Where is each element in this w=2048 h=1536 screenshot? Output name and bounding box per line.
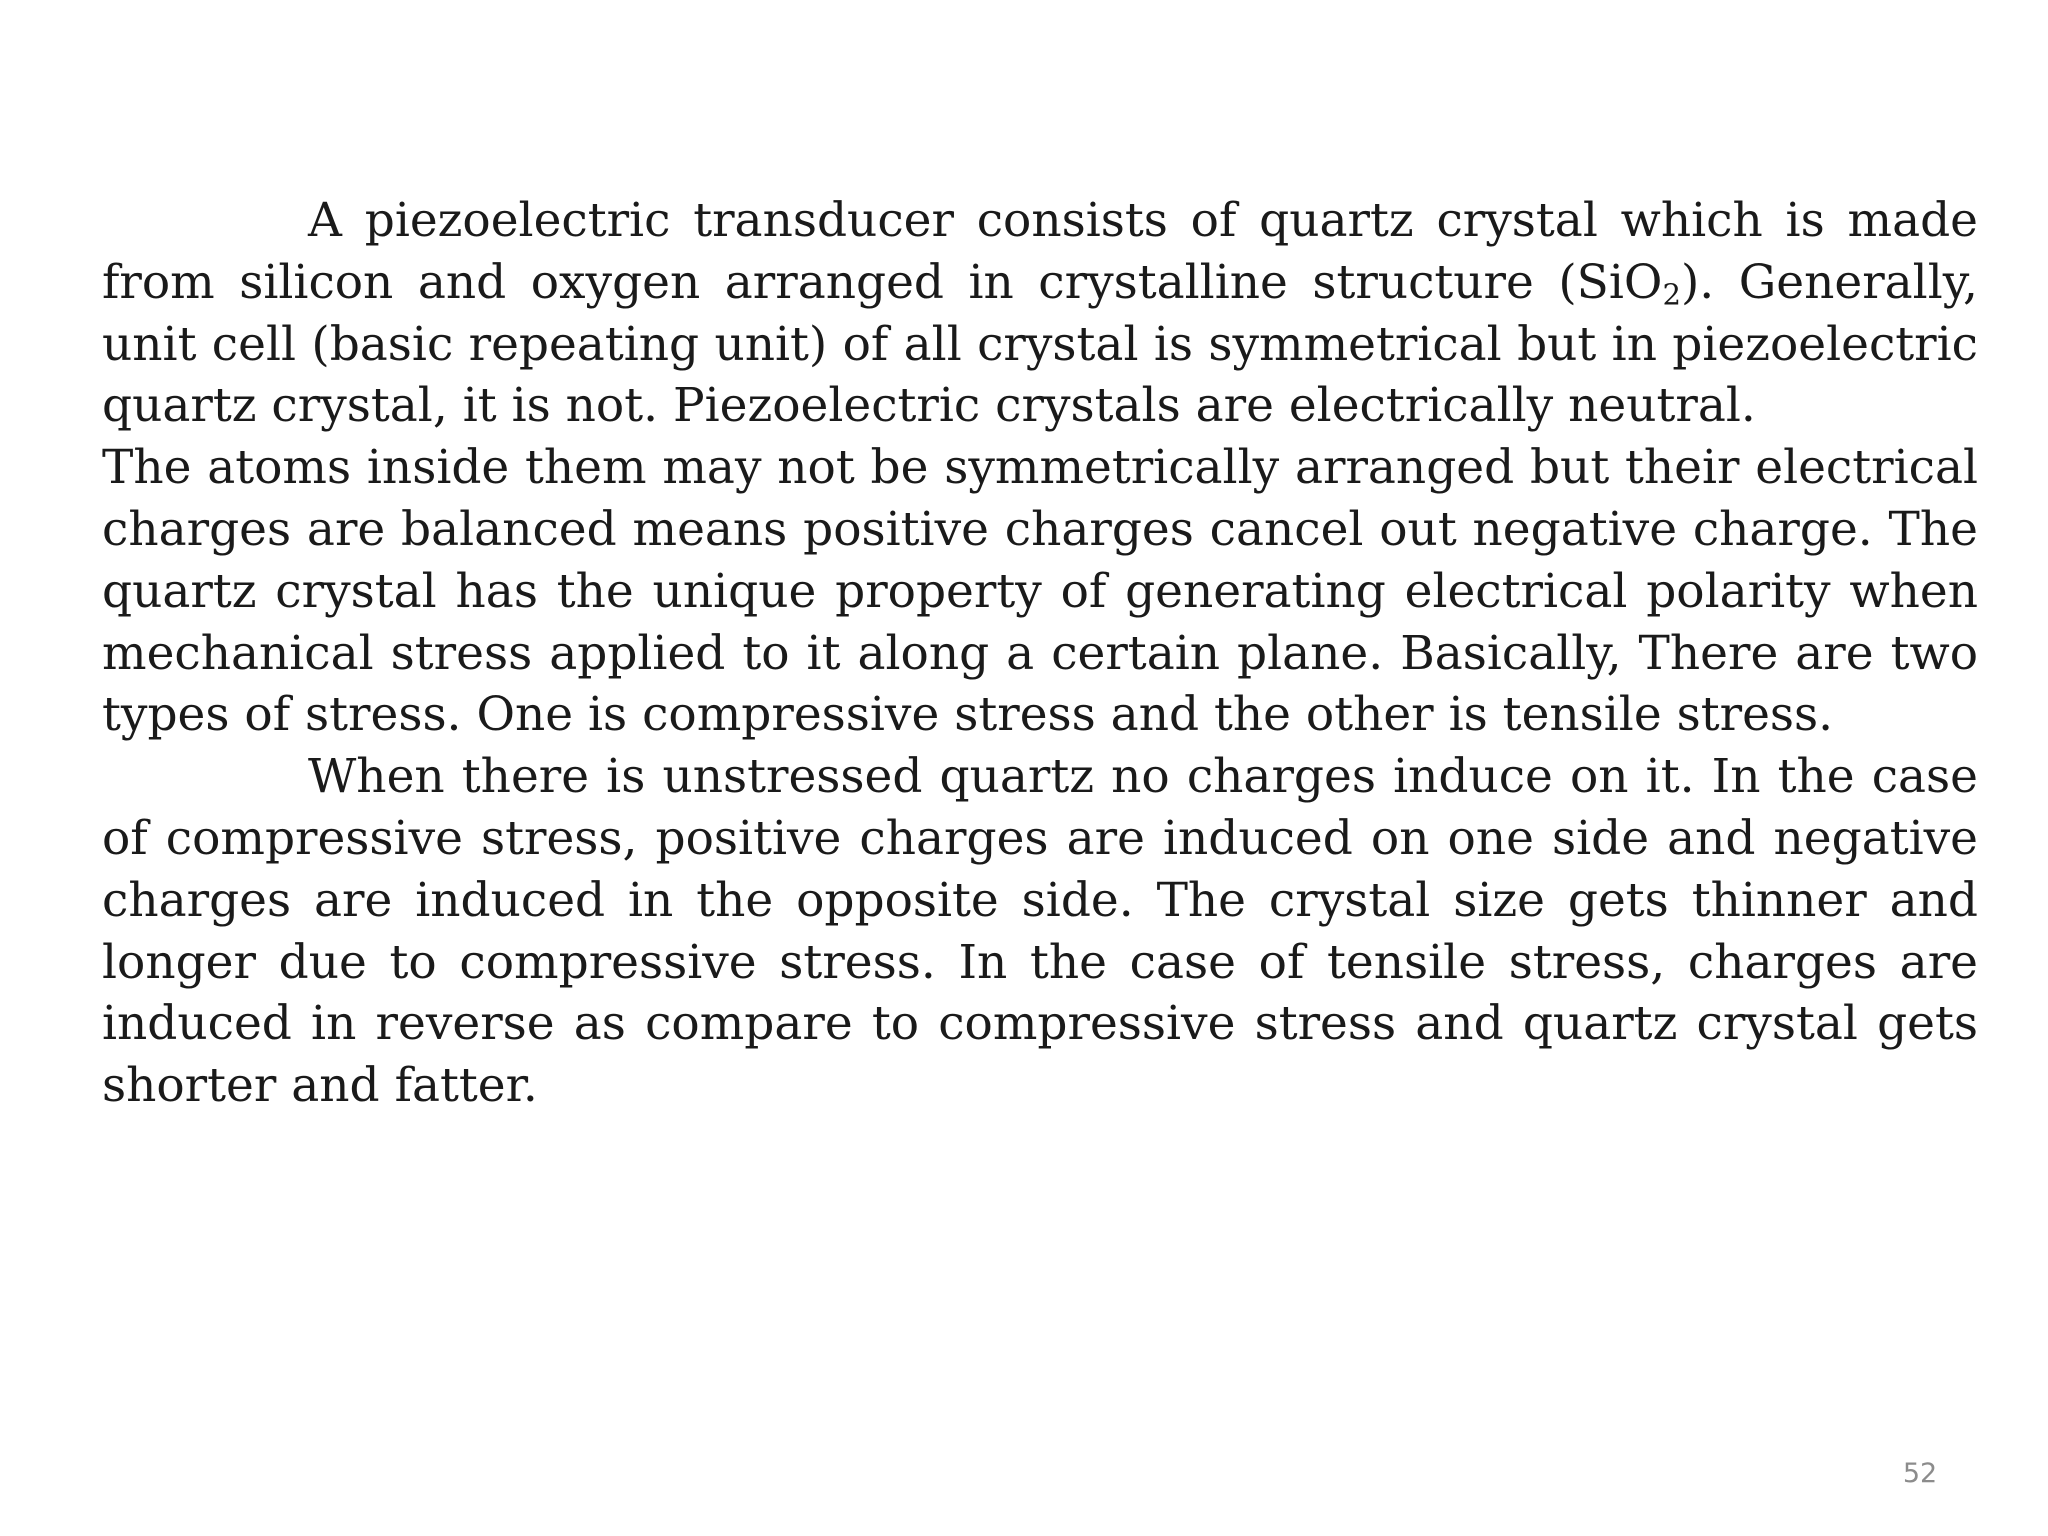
paragraph-1-text-after: ). Generally, unit cell (basic repeating unit) of all crystal is symmetrical but in piezoelectric quartz crystal, it is not. Piezoelectric crystals are electrically neutral.	[102, 254, 1978, 434]
slide-body	[102, 190, 1978, 1117]
paragraph-1-text: A piezoelectric transducer consists of quartz crystal which is made from silicon and oxygen arranged in crystalline structure (SiO	[102, 193, 1978, 310]
paragraph-piezoelectric-transducer	[102, 190, 1978, 437]
paragraph-3-text: When there is unstressed quartz no charges induce on it. In the case of compressive stress, positive charges are induced on one side and negative charges are induced in the opposite side. The crystal size gets thinner and longer due to compressive stress. In the case of tensile stress, charges are induced in reverse as compare to compressive stress and quartz crystal gets shorter and fatter.	[102, 749, 1978, 1114]
page-number: 52	[1902, 1458, 1938, 1489]
paragraph-atoms-and-stress	[102, 437, 1978, 746]
subscript-2: 2	[1662, 277, 1681, 312]
paragraph-2-text: The atoms inside them may not be symmetrically arranged but their electrical charges are balanced means positive charges cancel out negative charge. The quartz crystal has the unique property of generating electrical polarity when mechanical stress applied to it along a certain plane. Basically, There are two types of stress. One is compressive stress and the other is tensile stress.	[102, 440, 1978, 743]
paragraph-induced-charges	[102, 746, 1978, 1117]
